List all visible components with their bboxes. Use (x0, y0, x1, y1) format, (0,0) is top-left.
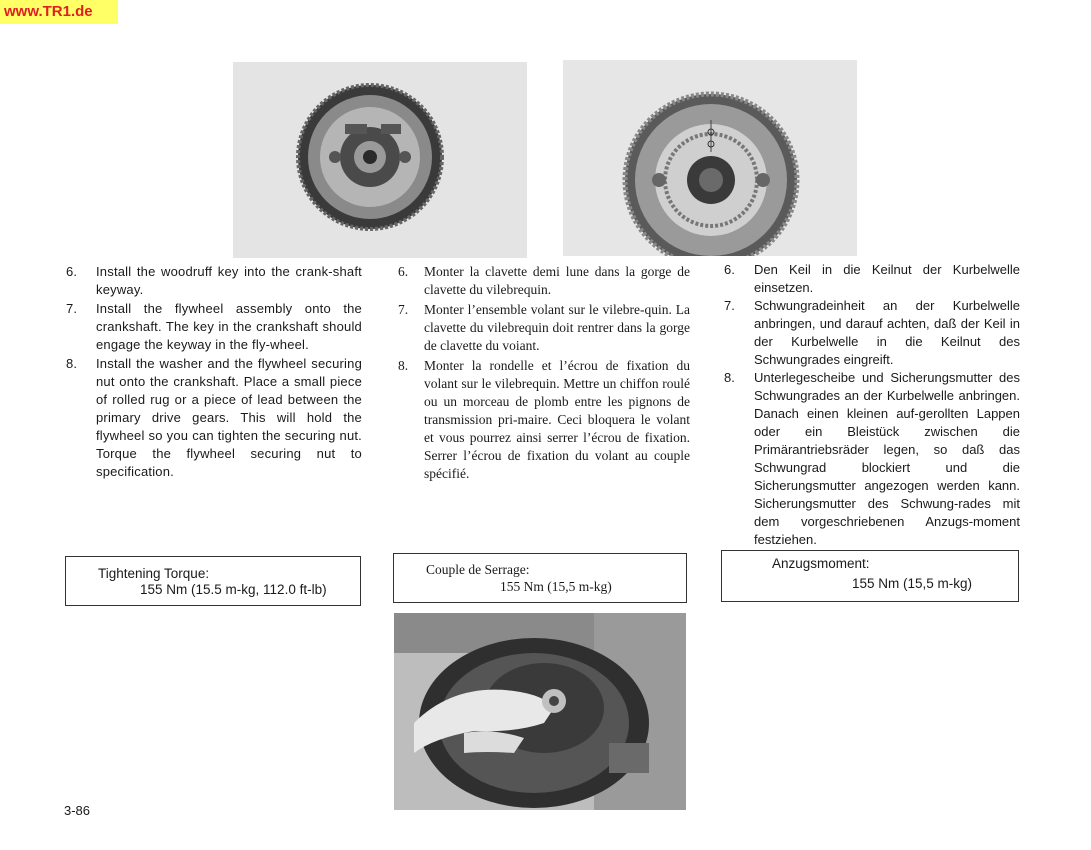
page-number: 3-86 (64, 803, 91, 818)
french-step-6 (398, 263, 690, 299)
step-number: 6. (724, 262, 735, 277)
english-step-6 (66, 263, 362, 299)
step-number: 8. (724, 370, 735, 385)
english-instructions (66, 263, 362, 481)
english-step-7 (66, 300, 362, 354)
site-label[interactable]: www.TR1.de (0, 0, 118, 24)
german-step-8 (724, 369, 1020, 549)
french-step-7 (398, 301, 690, 355)
step-number: 7. (66, 301, 78, 316)
french-step-8 (398, 357, 690, 483)
step-number: 7. (724, 298, 735, 313)
step-text: Unterlegescheibe und Sicherungsmutter des Schwungrades an der Kurbelwelle anbringen. Danach einen kleinen auf-gerollten Lappen oder ein Bleistück zwischen die Primärantriebsräder legen, so daß das Schwungrad blockiert und die Sicherungsmutter angezogen werden kann. Sicherungsmutter des Schwung-rades mit dem vorgeschriebenen Anzugs-moment festziehen. (754, 370, 1020, 547)
torque-value: 155 Nm (15,5 m-kg) (852, 576, 973, 591)
step-text: Monter l’ensemble volant sur le vilebre-quin. La clavette du vilebrequin doit rentrer dans la gorge de clavette du voiant. (424, 302, 690, 353)
step-number: 6. (66, 264, 78, 279)
tightening-nut-photo (394, 613, 686, 810)
german-step-6 (724, 261, 1020, 297)
flywheel-back-photo (233, 62, 527, 258)
step-text: Install the flywheel assembly onto the crankshaft. The key in the crankshaft should engage the keyway in the fly-wheel. (96, 301, 362, 352)
german-instructions (724, 261, 1020, 549)
step-number: 8. (66, 356, 78, 371)
step-number: 7. (398, 302, 409, 317)
german-torque-box (721, 550, 1019, 602)
step-text: Monter la rondelle et l’écrou de fixation du volant sur le vilebrequin. Mettre un chiffon roulé ou un morceau de plomb entre les pignons de transmission pri-maire. Ceci bloquera le volant et vous pourrez ainsi serrer l’écrou de fixation. Serrer l’écrou de fixation du volant au couple spécifié. (424, 358, 690, 481)
english-step-8 (66, 355, 362, 481)
step-number: 8. (398, 358, 409, 373)
step-text: Install the washer and the flywheel securing nut onto the crankshaft. Place a small piece of rolled rug or a piece of lead between the primary drive gears. This will hold the flywheel so you can tighten the securing nut. Torque the flywheel securing nut to specification. (96, 356, 362, 479)
english-torque-box (65, 556, 361, 606)
step-text: Den Keil in die Keilnut der Kurbelwelle einsetzen. (754, 262, 1020, 295)
step-number: 6. (398, 264, 409, 279)
flywheel-gear-photo (563, 60, 857, 256)
french-torque-box (393, 553, 687, 603)
torque-label: Couple de Serrage: (426, 562, 530, 577)
torque-value: 155 Nm (15,5 m-kg) (500, 579, 612, 594)
step-text: Install the woodruff key into the crank-shaft keyway. (96, 264, 362, 297)
step-text: Monter la clavette demi lune dans la gorge de clavette du vilebrequin. (424, 264, 690, 297)
torque-label: Tightening Torque: (98, 566, 210, 581)
torque-value: 155 Nm (15.5 m-kg, 112.0 ft-lb) (140, 582, 327, 597)
german-step-7 (724, 297, 1020, 369)
step-text: Schwungradeinheit an der Kurbelwelle anbringen, und darauf achten, daß der Keil in der Kurbelwelle in die Keilnut des Schwungrades eingreift. (754, 298, 1020, 367)
torque-label: Anzugsmoment: (772, 556, 870, 571)
french-instructions (398, 263, 690, 483)
